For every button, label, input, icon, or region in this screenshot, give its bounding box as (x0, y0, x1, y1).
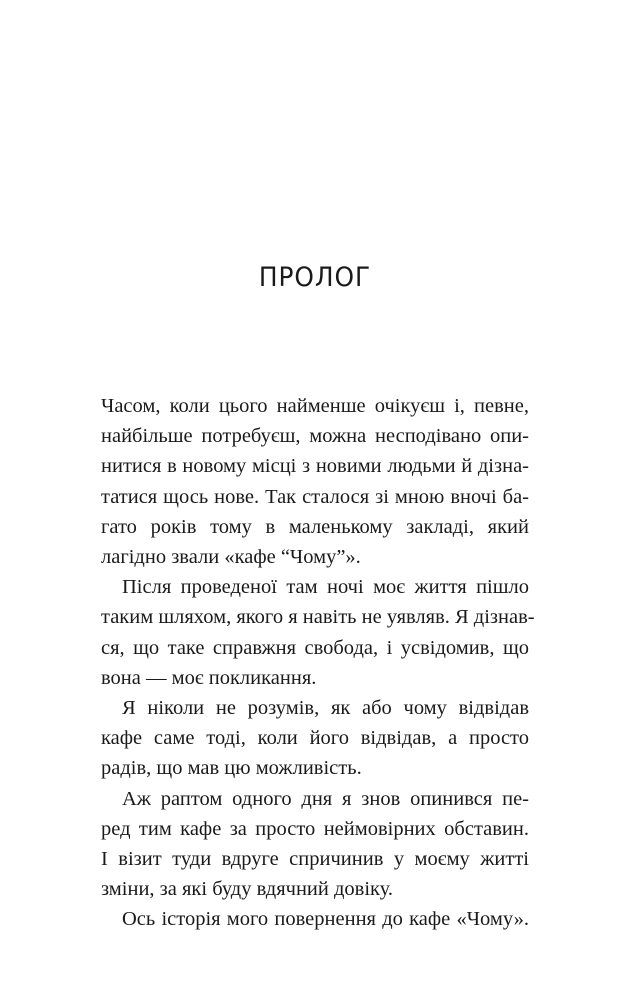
chapter-body (101, 391, 535, 935)
paragraph-2 (101, 572, 535, 693)
text-line: радів, що мав цю можливість. (101, 757, 362, 780)
text-line: таким шляхом, якого я навіть не уявляв. Я дізнав- (101, 606, 535, 629)
text-line: Ось історія мого повернення до кафе «Чому». (122, 908, 529, 931)
paragraph-3 (101, 693, 529, 784)
text-line: кафе саме тоді, коли його відвідав, а просто (101, 727, 529, 750)
text-line: Я ніколи не розумів, як або чому відвідав (122, 697, 529, 720)
text-line: Аж раптом одного дня я знов опинився пе- (122, 787, 529, 810)
paragraph-4 (101, 784, 529, 905)
text-line: Після проведеної там ночі моє життя пішло (122, 576, 529, 599)
text-line: ся, що таке справжня свобода, і усвідомив, що (101, 636, 529, 659)
text-line: Часом, коли цього найменше очікуєш і, певне, (101, 395, 529, 417)
text-line: найбільше потребуєш, можна несподівано опи- (101, 425, 529, 448)
text-line: татися щось нове. Так сталося зі мною вночі ба- (101, 485, 529, 508)
text-line: нитися в новому місці з новими людьми й дізна- (101, 455, 529, 478)
text-line: гато років тому в маленькому закладі, який (101, 515, 529, 538)
text-line: вона — моє покликання. (101, 666, 317, 689)
text-line: лагідно звали «кафе “Чому”». (101, 546, 361, 569)
chapter-title: ПРОЛОГ (258, 262, 372, 293)
text-line: зміни, за які буду вдячний довіку. (101, 878, 394, 901)
text-line: ред тим кафе за просто неймовірних обставин. (101, 817, 529, 840)
paragraph-1 (101, 391, 529, 572)
paragraph-5 (101, 904, 529, 934)
text-line: І візит туди вдруге спричинив у моєму житті (101, 848, 529, 871)
